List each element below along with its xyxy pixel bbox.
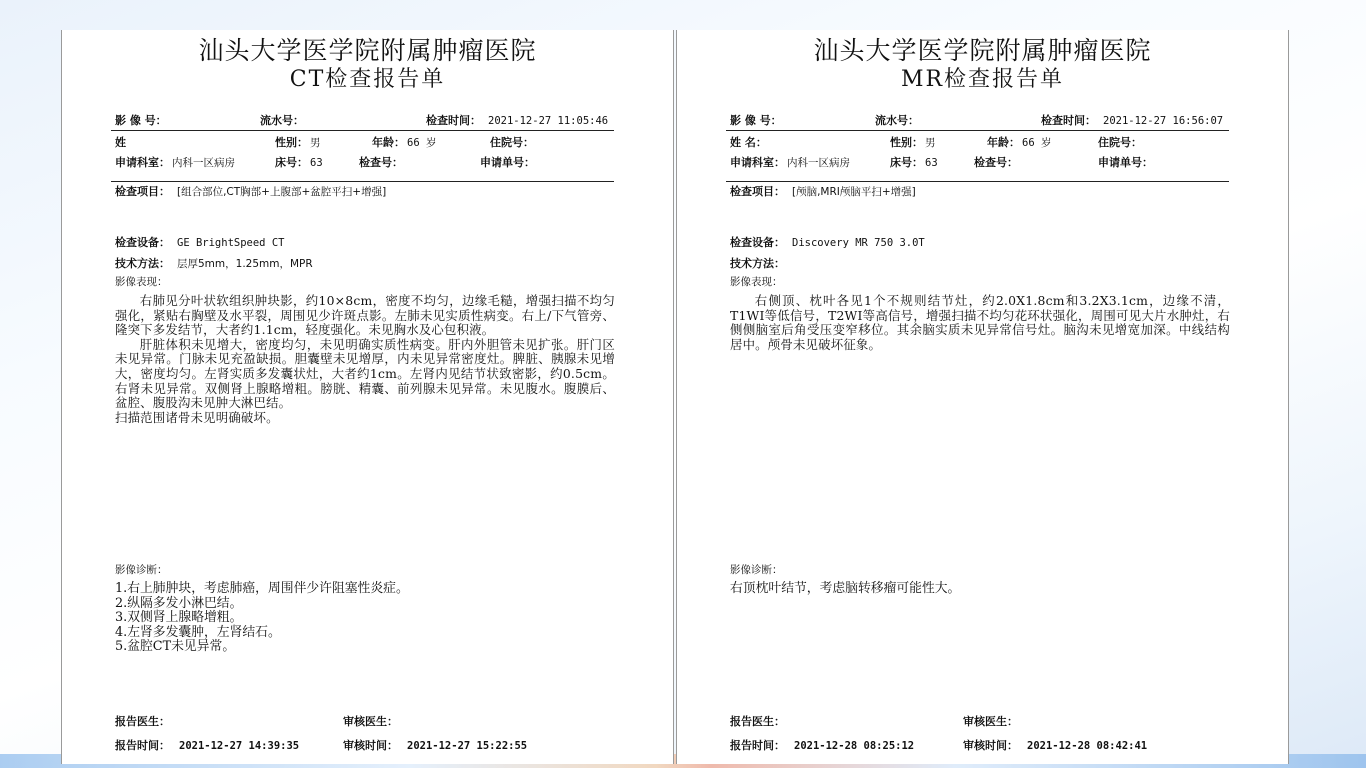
exam-item-value: [组合部位,CT胸部+上腹部+盆腔平扫+增强] xyxy=(177,186,387,198)
header-row-3 xyxy=(730,155,1228,171)
age-value: 66 岁 xyxy=(407,137,437,149)
signature-row xyxy=(730,714,1230,730)
diagnosis-heading-row xyxy=(730,562,1228,578)
request-no-label: 申请单号： xyxy=(480,156,535,169)
sex-value: 男 xyxy=(310,137,321,149)
sex-label: 性别： xyxy=(890,136,923,149)
header-rule-top xyxy=(111,130,614,131)
reviewer-label: 审核医生： xyxy=(343,715,398,728)
ct-report-page xyxy=(61,30,674,764)
exam-item-value: [颅脑,MRI颅脑平扫+增强] xyxy=(792,186,916,198)
findings-label: 影像表现： xyxy=(115,276,168,288)
diagnosis-line: 3.双侧肾上腺略增粗。 xyxy=(115,610,243,626)
age-value: 66 岁 xyxy=(1022,137,1052,149)
diagnosis-line: 2.纵隔多发小淋巴结。 xyxy=(115,595,243,611)
name-label: 姓 xyxy=(115,136,126,149)
mr-report-page xyxy=(676,30,1289,764)
request-no-label: 申请单号： xyxy=(1098,156,1153,169)
hospital-name: 汕头大学医学院附属肿瘤医院 xyxy=(198,36,537,65)
hospital-name: 汕头大学医学院附属肿瘤医院 xyxy=(813,36,1152,65)
name-label: 姓 名： xyxy=(730,136,767,149)
reviewer-label: 审核医生： xyxy=(963,715,1018,728)
diagnosis-line: 1.右上肺肿块，考虑肺癌，周围伴少许阻塞性炎症。 xyxy=(115,581,409,596)
findings-heading-row xyxy=(730,274,1228,290)
exam-time-value: 2021-12-27 16:56:07 xyxy=(1103,115,1224,127)
header-row-1 xyxy=(115,113,613,129)
image-no-label: 影 像 号： xyxy=(115,114,167,127)
exam-no-label: 检查号： xyxy=(359,156,403,169)
findings-paragraph: 右侧顶、枕叶各见1个不规则结节灶，约2.0X1.8cm和3.2X3.1cm，边缘不清，T1WI等低信号，T2WI等高信号，增强扫描不均匀花环状强化，周围可见大片水肿灶，右侧侧脑室后角受压变窄移位。其余脑实质未见异常信号灶。脑沟未见增宽加深。中线结构居中。颅骨未见破坏征象。 xyxy=(730,293,1230,352)
diagnosis-text xyxy=(115,582,615,655)
dept-value: 内科一区病房 xyxy=(787,157,850,169)
findings-text xyxy=(115,294,615,425)
review-time-value: 2021-12-27 15:22:55 xyxy=(407,740,528,752)
header-row-2 xyxy=(115,135,613,151)
bed-label: 床号： xyxy=(275,156,308,169)
device-label: 检查设备： xyxy=(730,236,785,249)
report-time-label: 报告时间： xyxy=(115,739,170,752)
review-time-value: 2021-12-28 08:42:41 xyxy=(1027,740,1148,752)
device-label: 检查设备： xyxy=(115,236,170,249)
sex-value: 男 xyxy=(925,137,936,149)
header-rule-top xyxy=(726,130,1229,131)
report-title: CT检查报告单 xyxy=(289,67,446,92)
signature-row xyxy=(115,714,615,730)
diagnosis-text xyxy=(730,582,1230,597)
report-title: MR检查报告单 xyxy=(900,67,1065,92)
time-row xyxy=(115,738,615,754)
header-row-2 xyxy=(730,135,1228,151)
technique-row xyxy=(115,256,613,272)
exam-time-label: 检查时间： xyxy=(426,114,481,127)
diagnosis-label: 影像诊断： xyxy=(730,564,783,576)
inpatient-no-label: 住院号： xyxy=(1098,136,1142,149)
device-row xyxy=(115,235,613,251)
age-label: 年龄： xyxy=(372,136,405,149)
device-value: Discovery MR 750 3.0T xyxy=(792,237,925,249)
findings-heading-row xyxy=(115,274,613,290)
header-row-1 xyxy=(730,113,1228,129)
exam-item-label: 检查项目： xyxy=(730,185,785,198)
technique-label: 技术方法： xyxy=(115,257,170,270)
diagnosis-line: 右顶枕叶结节，考虑脑转移瘤可能性大。 xyxy=(730,581,961,596)
serial-no-label: 流水号： xyxy=(875,114,919,127)
technique-row xyxy=(730,256,1228,272)
exam-time-label: 检查时间： xyxy=(1041,114,1096,127)
findings-paragraph: 扫描范围诸骨未见明确破坏。 xyxy=(115,409,279,425)
header-rule-bottom xyxy=(726,181,1229,182)
exam-time-value: 2021-12-27 11:05:46 xyxy=(488,115,609,127)
findings-label: 影像表现： xyxy=(730,276,783,288)
exam-no-label: 检查号： xyxy=(974,156,1018,169)
time-row xyxy=(730,738,1230,754)
findings-paragraph: 右肺见分叶状软组织肿块影，约10×8cm，密度不均匀，边缘毛糙，增强扫描不均匀强化，紧贴右胸壁及水平裂，周围见少许斑点影。左肺未见实质性病变。右上/下气管旁、隆突下多发结节，大者约1.1cm，轻度强化。未见胸水及心包积液。 xyxy=(115,293,615,338)
image-no-label: 影 像 号： xyxy=(730,114,782,127)
technique-label: 技术方法： xyxy=(730,257,785,270)
findings-text xyxy=(730,294,1230,352)
findings-paragraph: 肝脏体积未见增大，密度均匀，未见明确实质性病变。肝内外胆管未见扩张。肝门区未见异常。门脉未见充盈缺损。胆囊壁未见增厚，内未见异常密度灶。脾脏、胰腺未见增大，密度均匀。左肾实质多发囊状灶，大者约1cm。左肾内见结节状致密影，约0.5cm。右肾未见异常。双侧肾上腺略增粗。膀胱、精囊、前列腺未见异常。未见腹水。腹膜后、盆腔、腹股沟未见肿大淋巴结。 xyxy=(115,336,615,411)
sex-label: 性别： xyxy=(275,136,308,149)
dept-label: 申请科室： xyxy=(730,156,785,169)
report-time-label: 报告时间： xyxy=(730,739,785,752)
serial-no-label: 流水号： xyxy=(260,114,304,127)
exam-item-label: 检查项目： xyxy=(115,185,170,198)
inpatient-no-label: 住院号： xyxy=(490,136,534,149)
device-value: GE BrightSpeed CT xyxy=(177,237,285,249)
device-row xyxy=(730,235,1228,251)
review-time-label: 审核时间： xyxy=(343,739,398,752)
reporter-label: 报告医生： xyxy=(115,715,170,728)
dept-label: 申请科室： xyxy=(115,156,170,169)
report-time-value: 2021-12-28 08:25:12 xyxy=(794,740,915,752)
diagnosis-label: 影像诊断： xyxy=(115,564,168,576)
dept-value: 内科一区病房 xyxy=(172,157,235,169)
bed-value: 63 xyxy=(310,157,323,169)
age-label: 年龄： xyxy=(987,136,1020,149)
bed-label: 床号： xyxy=(890,156,923,169)
exam-item-row xyxy=(730,184,1228,200)
review-time-label: 审核时间： xyxy=(963,739,1018,752)
header-rule-bottom xyxy=(111,181,614,182)
diagnosis-line: 5.盆腔CT未见异常。 xyxy=(115,639,236,655)
header-row-3 xyxy=(115,155,613,171)
diagnosis-heading-row xyxy=(115,562,613,578)
report-time-value: 2021-12-27 14:39:35 xyxy=(179,740,300,752)
reporter-label: 报告医生： xyxy=(730,715,785,728)
exam-item-row xyxy=(115,184,613,200)
technique-value: 层厚5mm，1.25mm，MPR xyxy=(177,258,313,270)
diagnosis-line: 4.左肾多发囊肿，左肾结石。 xyxy=(115,624,281,640)
bed-value: 63 xyxy=(925,157,938,169)
